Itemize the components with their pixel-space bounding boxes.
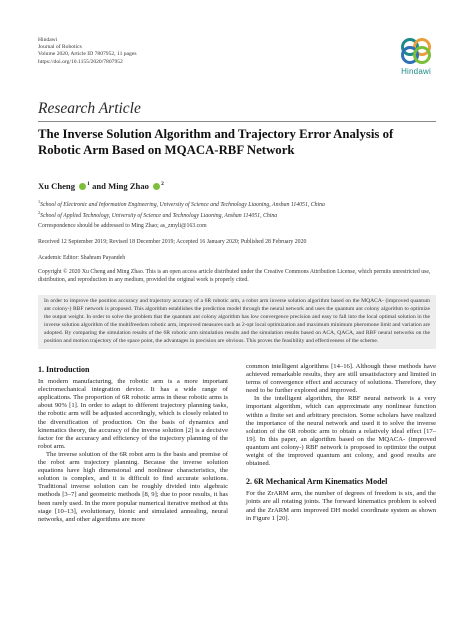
author-sup: 1 [87,181,90,188]
left-column [38,366,228,524]
orcid-icon[interactable] [153,183,160,190]
paragraph: In modern manufacturing, the robotic arm is a more important electromechanical integration device. It has a wide range of applications. The proportion of 6R robotic arms in these robotic arms is about 90% [1]. In order to adapt to different trajectory planning tasks, the robotic arm will be adjusted accordingly, which is closely related to the diversification of production. On the basis of dynamics and kinematics theory, the accuracy of the inverse solution [2] is a decisive factor for the accuracy and efficiency of the trajectory planning of the robot arm. [38,378,228,450]
paragraph: common intelligent algorithms [14–16]. Although these methods have achieved remarkable results, they are still unsatisfactory and limited in terms of convergence effect and accuracy of solutions. Therefore, they need to be further explored and improved. [246,363,436,395]
section-heading: 2. 6R Mechanical Arm Kinematics Model [246,477,388,487]
author-sup: 2 [161,181,164,188]
orcid-icon[interactable] [79,183,86,190]
correspondence: Correspondence should be addressed to Ming Zhao; as_zmyli@163.com [38,223,207,229]
author-and: and [92,181,106,191]
paragraph: The inverse solution of the 6R robot arm is the basis and premise of the robot arm trajectory planning. Because the inverse solution equations have high dimensional and nonlinear characteristics, the solution is complex, and it is difficult to find accurate solutions. Traditional inverse solution can be roughly divided into algebraic methods [3–7] and geometric methods [8, 9]; due to poor results, it has been rarely used. In the more popular numerical iterative method at this stage [10–13], evolutionary, bionic and simulated annealing, neural networks, and other algorithms are more [38,450,228,523]
copyright-notice: Copyright © 2020 Xu Cheng and Ming Zhao. This is an open access article distributed under the Creative Commons Attribution License, which permits unrestricted use, distribution, and reproduction in any medium, provided the original work is properly cited. [38,269,431,283]
academic-editor: Academic Editor: Shahram Payandeh [38,255,126,261]
author-name: Ming Zhao [108,181,149,191]
volume-info: Volume 2020, Article ID 7807952, 11 pages [38,51,137,58]
section-heading: 1. Introduction [38,365,90,374]
article-title: The Inverse Solution Algorithm and Trajectory Error Analysis of Robotic Arm Based on MQACA-RBF Network [38,127,394,158]
logo-text: Hindawi [401,67,431,76]
paragraph: For the ZrARM arm, the number of degrees of freedom is six, and the joints are all rotating joints. The forward kinematics problem is solved and the ZrARM arm improved DH model coordinate system as shown in Figure 1 [20]. [246,490,436,522]
author-list [38,181,164,192]
hindawi-logo-icon [399,36,433,66]
publisher-name: Hindawi [38,37,58,43]
doi-link[interactable]: https://doi.org/10.1155/2020/7807952 [38,58,123,65]
article-dates: Received 12 September 2019; Revised 18 December 2019; Accepted 16 January 2020; Published 28 February 2020 [38,239,307,245]
hindawi-logo [393,36,439,76]
header-divider [38,121,436,122]
author-name: Xu Cheng [38,181,76,191]
affiliation: $^2$School of Applied Technology, University of Science and Technology Liaoning, Anshan 114051, China [38,209,278,219]
abstract: In order to improve the position accuracy and trajectory accuracy of a 6R robotic arm, a robot arm inverse solution algorithm based on the MQACA- (improved quantum ant colony-) RBF network is proposed. This algorithm establishes the prediction model through the neural network and uses the quantum ant colony algorithm to optimize the output weight. In order to solve the problem that the quantum ant colony algorithm has low convergence precision and easy to fall into the local optimal solution in the inverse solution algorithm of the multifreedom robotic arm, improved measures such as 2-opt local optimization and maximum minimum pheromone limit and variation are adopted. By comparing the simulation results of the 6R robotic arm simulation results and the simulation results based on ACA, QACA, and RBF neural networks on the position and motion trajectory of the space point, the advantages in precision are obvious. This proves the feasibility and effectiveness of the scheme. [38,295,436,349]
affiliation: $^1$School of Electronic and Information Engineering, University of Science and Technology Liaoning, Anshan 114051, China [38,199,325,208]
journal-metadata [38,37,137,66]
right-column [246,363,436,523]
paragraph: In the intelligent algorithm, the RBF neural network is a very important algorithm, which can approximate any nonlinear function within a finite set and arbitrary precision. Some scholars have realized the importance of the neural network and used it to solve the inverse solution of the 6R robotic arm to obtain a relatively ideal effect [17–19]. In this paper, an algorithm based on the MQACA- (improved quantum ant colony-) RBF network is proposed to optimize the output weight of the improved quantum ant colony, and good results are obtained. [246,395,436,468]
affiliations [38,198,325,220]
journal-name: Journal of Robotics [38,44,82,51]
article-type: Research Article [38,100,141,117]
